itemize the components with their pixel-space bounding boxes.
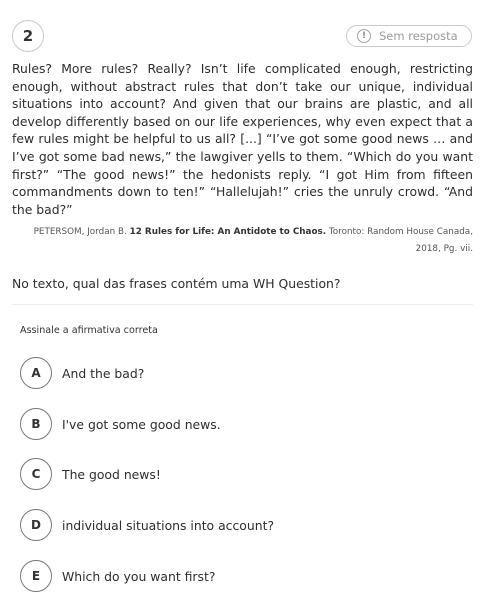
option-a[interactable]	[20, 357, 144, 389]
option-letter[interactable]: C	[20, 458, 52, 490]
option-text[interactable]: The good news!	[62, 466, 161, 482]
question-header	[12, 20, 472, 52]
citation-title: 12 Rules for Life: An Antidote to Chaos.	[129, 227, 327, 237]
option-c[interactable]	[20, 458, 161, 490]
passage-text: Rules? More rules? Really? Isn’t life complicated enough, restricting enough, without abstract rules that don’t take our unique, individual situations into account? And given that our brains are plastic, and all develop differently based on our life experiences, why even expect that a few rules might be helpful to us all? [...] “I’ve got some good news … and I’ve got some bad news,” the lawgiver yells to them. “Which do you want first?” “The good news!” the hedonists reply. “I got Him from fifteen commandments down to ten!” “Hallelujah!” cries the unruly crowd. “And the bad?”	[12, 61, 473, 217]
divider	[12, 304, 473, 305]
instruction-label: Assinale a afirmativa correta	[20, 325, 158, 336]
option-b[interactable]	[20, 408, 221, 440]
option-text[interactable]: And the bad?	[62, 365, 145, 381]
question-prompt: No texto, qual das frases contém uma WH Question?	[12, 276, 341, 291]
status-badge	[346, 25, 472, 47]
option-letter[interactable]: D	[20, 509, 52, 541]
option-e[interactable]	[20, 560, 215, 592]
citation-author: PETERSOM, Jordan B.	[33, 227, 127, 237]
exclamation-icon: !	[357, 29, 371, 43]
option-text[interactable]: individual situations into account?	[62, 517, 275, 533]
citation-publisher: Toronto: Random House Canada, 2018, Pg. vii.	[328, 227, 473, 254]
option-d[interactable]	[20, 509, 274, 541]
citation	[12, 224, 473, 258]
option-letter[interactable]: E	[20, 560, 52, 592]
question-number: 2	[12, 20, 44, 52]
option-letter[interactable]: A	[20, 357, 52, 389]
option-letter[interactable]: B	[20, 408, 52, 440]
option-text[interactable]: I've got some good news.	[62, 416, 221, 432]
status-label: Sem resposta	[379, 29, 458, 43]
option-text[interactable]: Which do you want first?	[62, 568, 216, 584]
